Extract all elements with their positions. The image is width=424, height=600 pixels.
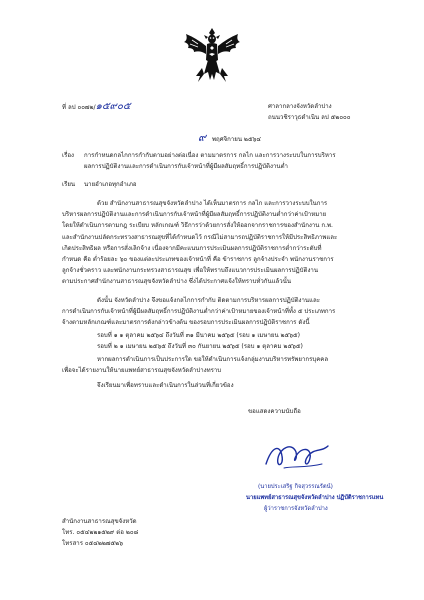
paragraph-1-line: กำหนด คือ ต่ำร้อยละ ๖๐ ของแต่ละประเภทของเจ้าหน้าที่ คือ ข้าราชการ ลูกจ้างประจำ พนักงานราชการ xyxy=(62,256,334,264)
paragraph-1-line: และสำนักงานปลัดกระทรวงสาธารณสุขที่ได้กำหนดไว้ กรณีไม่สามารถปฏิบัติราชการให้มีประสิทธิภาพและ xyxy=(62,233,338,241)
paragraph-1-line: โดยให้ดำเนินการตามกฎ ระเบียบ หลักเกณฑ์ วิธีการว่าด้วยการสั่งให้ออกจากราชการของสำนักงาน ก.พ. xyxy=(62,222,333,230)
doc-number-handwritten: ๑๕๙๐๕ xyxy=(95,101,131,112)
evaluation-round: รอบที่ ๑ ๑ ตุลาคม ๒๕๖๔ ถึงวันที่ ๓๑ มีนาคม ๒๕๖๕ (รอบ ๑ เมษายน ๒๕๖๕) xyxy=(97,332,301,339)
footer-office: สำนักงานสาธารณสุขจังหวัด xyxy=(62,518,137,525)
closing: ขอแสดงความนับถือ xyxy=(248,408,301,415)
paragraph-3 xyxy=(62,354,328,376)
signature-block xyxy=(246,481,418,523)
paragraph-3-line: หากผลการดำเนินการเป็นประการใด ขอให้ดำเนินการแจ้งกลุ่มงานบริหารทรัพยากรบุคคล xyxy=(97,356,329,363)
footer-fax: โทรสาร ๐๕๔๒๒๗๕๒๖ xyxy=(62,540,123,547)
signer-position: นายแพทย์สาธารณสุขจังหวัดลำปาง ปฏิบัติราชการแทน xyxy=(246,495,384,501)
paragraph-1-line: เกิดประสิทธิผล หรือการสั่งเลิกจ้าง เนื่องจากมีคะแนนการประเมินผลการปฏิบัติราชการต่ำกว่าระดับที่ xyxy=(62,244,322,252)
paragraph-1-line: ด้วย สำนักงานสาธารณสุขจังหวัดลำปาง ได้เห็นมาตรการ กลไก และการวางระบบในการ xyxy=(97,200,328,207)
garuda-emblem xyxy=(180,24,244,88)
signer-position-on-behalf: ผู้ว่าราชการจังหวัดลำปาง xyxy=(264,506,328,512)
evaluation-rounds xyxy=(97,330,303,352)
subject-label: เรื่อง xyxy=(62,152,74,159)
recipient-label: เรียน xyxy=(62,181,76,188)
closing-request: จึงเรียนมาเพื่อทราบและดำเนินการในส่วนที่เกี่ยวข้อง xyxy=(97,382,234,389)
evaluation-round: รอบที่ ๒ ๑ เมษายน ๒๕๖๕ ถึงวันที่ ๓๐ กันยายน ๒๕๖๕ (รอบ ๑ ตุลาคม ๒๕๖๕) xyxy=(97,343,303,351)
paragraph-1 xyxy=(62,198,337,288)
office-name: ศาลากลางจังหวัดลำปาง xyxy=(268,103,332,110)
subject-line-1: การกำหนดกลไกการกำกับตามอย่างต่อเนื่อง ตามมาตรการ กลไก และการวางระบบในการบริหาร xyxy=(84,152,336,159)
paragraph-2-line: ดังนั้น จังหวัดลำปาง จึงขอแจ้งกลไกการกำกับ ติดตามการบริหารผลการปฏิบัติงานและ xyxy=(97,297,321,304)
paragraph-2 xyxy=(62,295,335,329)
doc-number-prefix: ที่ ลป ๐๐๗๒/ xyxy=(62,104,96,111)
paragraph-1-line: บริหารผลการปฏิบัติงานและการดำเนินการกับเจ้าหน้าที่ผู้มีผลสัมฤทธิ์การปฏิบัติงานต่ำกว่าค่าเป้าหมาย xyxy=(62,211,327,219)
subject-line-2: ผลการปฏิบัติงานและการดำเนินการกับเจ้าหน้าที่ผู้มีผลสัมฤทธิ์การปฏิบัติงานต่ำ xyxy=(84,163,288,170)
paragraph-1-line: ตามประกาศสำนักงานสาธารณสุขจังหวัดลำปาง ซึ่งได้ประกาศแจ้งให้ทราบทั่วกันแล้วนั้น xyxy=(62,278,292,286)
office-address: ถนนวชิราวุธดำเนิน ลป ๕๒๐๐๐ xyxy=(268,114,351,121)
date-day-handwritten: ๙ xyxy=(198,131,207,144)
doc-number xyxy=(62,102,131,114)
paragraph-2-line: การดำเนินการกับเจ้าหน้าที่ผู้มีผลสัมฤทธิ์การปฏิบัติงานต่ำกว่าค่าเป้าหมายของเจ้าหน้าที่ทั้ง ๕ ประเภทการ xyxy=(62,308,336,316)
date-text: พฤศจิกายน ๒๕๖๔ xyxy=(212,136,262,143)
handwritten-signature xyxy=(262,438,332,474)
paragraph-3-line: เพื่อจะได้รายงานให้นายแพทย์สาธารณสุขจังหวัดลำปางทราบ xyxy=(62,367,222,375)
footer-phone: โทร. ๐๕๔๒๒๑๕๒๙ ต่อ ๒๐๘ xyxy=(62,529,139,536)
recipient-name: นายอำเภอทุกอำเภอ xyxy=(84,181,137,188)
paragraph-2-line: จ้างตามหลักเกณฑ์และมาตรการดังกล่าวข้างต้น ของรอบการประเมินผลการปฏิบัติราชการ ดังนี้ xyxy=(62,319,310,327)
signer-name: (นายประเสริฐ กิจสุวรรณรัตน์) xyxy=(258,484,333,490)
paragraph-1-line: ลูกจ้างชั่วคราว และพนักงานกระทรวงสาธารณสุข เพื่อให้ทราบถึงแนวการประเมินผลการปฏิบัติงาน xyxy=(62,267,319,275)
